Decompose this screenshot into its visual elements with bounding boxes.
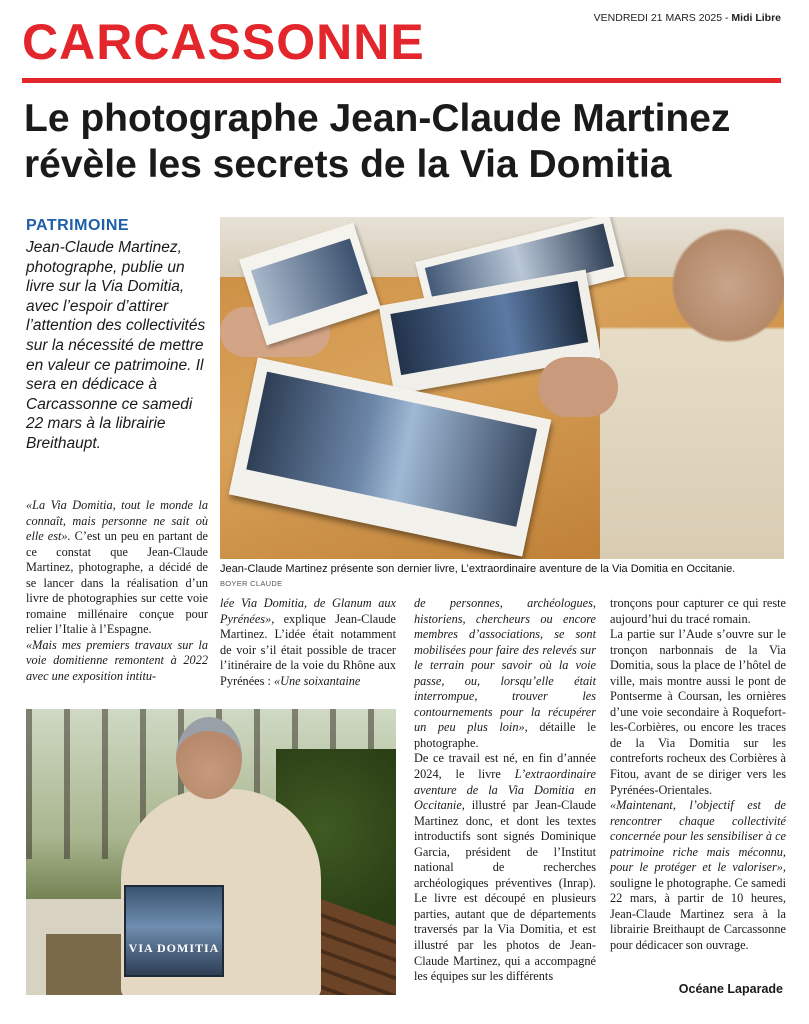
photo-man-head xyxy=(176,717,242,799)
quote: «Mais mes premiers travaux sur la voie domitienne remontent à 2022 avec une exposition intitu- xyxy=(26,637,208,684)
dateline xyxy=(594,12,781,24)
quote: «La Via Domitia, tout le monde la connaît, mais personne ne sait où elle est». xyxy=(26,498,208,544)
quote: «Maintenant, l’objectif est de rencontrer chaque collectivité concernée pour les sensibiliser à ce patrimoine riche mais méconnu, pour le protéger et le valoriser», xyxy=(610,798,786,875)
body-text: C’est un peu en partant de ce constat que Jean-Claude Martinez, photographe, a décidé de se lancer dans la réalisation d’un livre de photographies sur cette voie romaine millénaire conçue pour relier l’Italie à l’Espagne. xyxy=(26,529,208,637)
article-lead: Jean-Claude Martinez, photographe, publie un livre sur la Via Domitia, avec l’espoir d’attirer l’attention des collectivités sur la nécessité de mettre en valeur ce patrimoine. Il sera en dédicace à Carcassonne ce samedi 22 mars à la librairie Breithaupt. xyxy=(26,239,206,452)
article-headline: Le photographe Jean-Claude Martinez révèle les secrets de la Via Domitia xyxy=(24,97,731,186)
held-book xyxy=(124,885,224,977)
body-text: illustré par Jean-Claude Martinez donc, et dont les textes introductifs sont signés Dominique Garcia, président de l’Institut national de recherches archéologiques préventives (Inrap). Le livre est découpé en plusieurs parties, autant que de départements traversés par la Via Domitia, et est illustré par les photos de Jean-Claude Martinez, qui a accompagné les équipes sur les différents xyxy=(414,798,596,984)
body-text: La partie sur l’Aude s’ouvre sur le tronçon narbonnais de la Via Domitia, sous la place de l’hôtel de ville, mais montre aussi le pont de Pontserme à Coursan, les ornières d’une voie secondaire à Roquefort-les-Corbières, ou encore les traces de la Via Domitia sur les contreforts rocheux des Corbières à Fitou, avant de se diriger vers les Pyrénées-Orientales. xyxy=(610,627,786,797)
held-book-title: VIA DOMITIA xyxy=(128,941,220,955)
author-signature: Océane Laparade xyxy=(678,982,783,996)
body-text: souligne le photographe. Ce samedi 22 mars, à partir de 10 heures, Jean-Claude Martinez sera à la librairie Breithaupt de Carcassonne pour dédicacer son ouvrage. xyxy=(610,875,786,953)
body-text: tronçons pour capturer ce qui reste aujourd’hui du tracé romain. xyxy=(610,596,786,626)
photo-hands xyxy=(538,357,618,417)
photo-credit: BOYER CLAUDE xyxy=(220,579,283,588)
section-title: CARCASSONNE xyxy=(22,14,425,70)
photo-person xyxy=(600,217,784,559)
top-photo xyxy=(220,217,784,559)
body-column-4 xyxy=(610,596,786,954)
body-text: explique Jean-Claude Martinez. L’idée était notamment de voir s’il était possible de tracer l’itinéraire de la voie du Rhône aux Pyrénées : xyxy=(220,611,396,688)
issue-date: VENDREDI 21 MARS 2025 xyxy=(593,12,723,24)
body-text: détaille le photographe. xyxy=(414,720,596,750)
book-title: L’extraordinaire aventure de la Via Domitia en Occitanie, xyxy=(414,767,596,813)
section-rule xyxy=(22,78,781,83)
quote: lée Via Domitia, de Glanum aux Pyrénées», xyxy=(220,596,396,626)
kicker: PATRIMOINE xyxy=(26,217,130,234)
paper-name: Midi Libre xyxy=(731,12,781,24)
bottom-photo xyxy=(26,709,396,995)
photo-caption: Jean-Claude Martinez présente son dernier livre, L’extraordinaire aventure de la Via Domitia en Occitanie. xyxy=(220,563,736,575)
dateline-separator: - xyxy=(722,12,732,24)
photo-book xyxy=(229,357,552,556)
body-text: De ce travail est né, en fin d’année 2024, le livre xyxy=(414,751,596,782)
body-column-2 xyxy=(220,596,396,689)
body-column-3 xyxy=(414,596,596,985)
quote: «Une soixantaine xyxy=(273,673,361,688)
body-column-1 xyxy=(26,498,208,685)
quote: de personnes, archéologues, historiens, chercheurs ou encore membres d’associations, se sont mobilisées pour faire des relevés sur le terrain pour savoir où la voie passe, ou, lorsqu’elle était interrompue, trouver les contournements pour la récupérer un peu plus loin», xyxy=(414,596,596,735)
